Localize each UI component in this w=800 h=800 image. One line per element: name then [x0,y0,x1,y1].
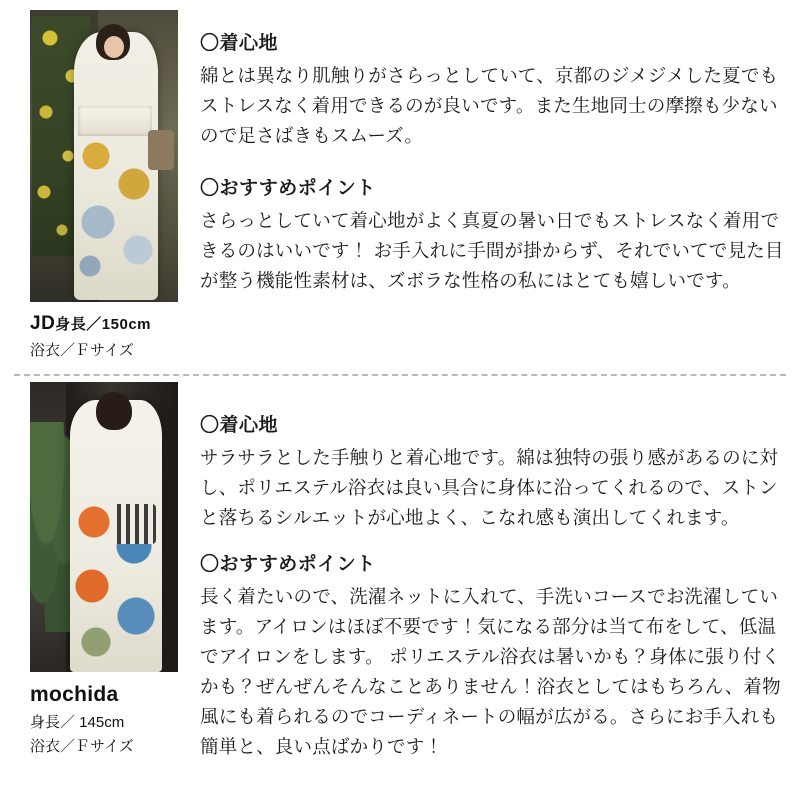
section-body-points-2: 長く着たいので、洗濯ネットに入れて、手洗いコースでお洗濯しています。アイロンはほぼ不要です！気になる部分は当て布をして、低温でアイロンをします。 ポリエステル浴衣は暑いかも？身体に張り付くかも？ぜんぜんそんなことありません！浴衣としてはもちろん、着物風にも着られるのでコーディネートの幅が広がる。さらにお手入れも簡単と、良い点ばかりです！ [200,585,781,757]
reviewer-height-1: 身長／150cm [55,316,152,333]
photo-caption-2 [30,680,178,758]
reviewer-name-2: mochida [30,683,119,706]
section-heading-comfort-2: 〇着心地 [200,415,279,436]
reviewer-product-1: 浴衣／Ｆサイズ [30,341,134,359]
review-block-1 [14,10,786,372]
section-heading-comfort-1: 〇着心地 [200,33,279,54]
reviewer-name-1: JD身長／150cm [30,313,152,334]
section-heading-points-1: 〇おすすめポイント [200,177,376,199]
reviewer-product-2: 浴衣／Ｆサイズ [30,738,134,756]
photo-column-2 [14,382,178,758]
reviewer-height-2: 身長／ 145cm [30,714,125,732]
section-body-comfort-2: サラサラとした手触りと着心地です。綿は独特の張り感があるのに対し、ポリエステル浴衣は良い具合に身体に沿ってくれるので、ストンと落ちるシルエットが心地よく、こなれ感も演出してくれます。 [200,447,779,528]
review-text-1 [178,10,786,296]
section-divider [14,374,786,376]
review-block-2 [14,382,786,800]
yukata-model-photo-2 [30,382,178,672]
yukata-model-photo-1 [30,10,178,302]
section-body-points-1: さらっとしていて着心地がよく真夏の暑い日でもストレスなく着用できるのはいいです！ お手入れに手間が掛からず、それでいてで見た目が整う機能性素材は、ズボラな性格の私にはとても嬉しいです。 [200,209,784,291]
section-body-comfort-1: 綿とは異なり肌触りがさらっとしていて、京都のジメジメした夏でもストレスなく着用できるのが良いです。また生地同士の摩擦も少ないので足さばきもスムーズ。 [200,65,779,146]
photo-column-1 [14,10,178,361]
review-text-2 [178,382,786,762]
photo-caption-1 [30,310,178,361]
section-heading-points-2: 〇おすすめポイント [200,553,376,575]
